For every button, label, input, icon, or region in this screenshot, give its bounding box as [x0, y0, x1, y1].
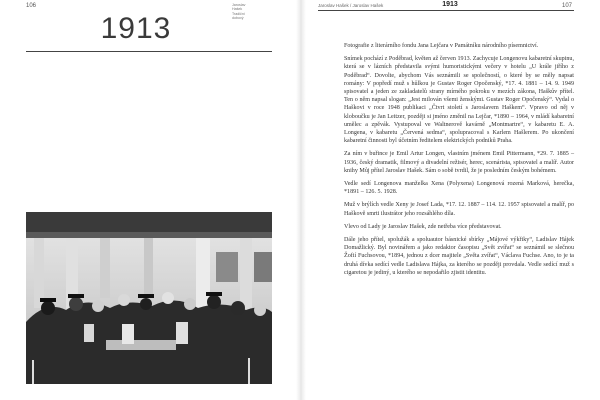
- left-page-number: 106: [26, 3, 37, 9]
- paragraph: Vedle sedí Longenova manželka Xena (Polyxena) Longenová rozená Marková, herečka, *1891 – 126. 5. 1928.: [344, 181, 574, 196]
- running-head: Jaroslav Hašek / Jaroslav Hašek: [318, 3, 384, 8]
- paragraph: Fotografie z literárního fondu Jana Lejčara v Památníku národního písemnictví.: [344, 43, 539, 49]
- paragraph: Za ním v buřince je Emil Artur Longen, vlastním jménem Emil Pittermann, *29. 7. 1885 – 1936, český dramatik, filmový a divadelní režisér, herec, scenárista, spisovatel a malíř. Autor knihy Můj přítel Jaroslav Hašek. Sám o sobě tvrdil, že je posledním českým bohémem.: [344, 151, 574, 174]
- paragraph: Snímek pochází z Poděbrad, květen až červen 1913. Zachycuje Longenovu kabaretní skupinu, která se v lázních představila svými humoristickými večery v hotelu „U krále jiřího z Poděbrad“. Dovolte, abychom Vás seznámili se společností, o které by se měly napsat romány: V popředí muž s hůlkou je Gustav Roger Opočenský, *17. 4. 1881 – 14. 9. 1949 spisovatel a jeden ze zakladatelů strany mírného pokroku v mezích zákona, Haškův přítel. Ten o něm napsal slogan: „Jest milován všemi ženskými. Gustav Roger Opočenský“. Vydal o Haškovi v roce 1948 publikaci „Čtvrt století s Jaroslavem Haškem“. Vpravo od něj v kloboučku je Jan Leitzer, později si jméno změnil na Lejčar, *1890 – 1964, v mládí kabaretní umělec a zpěvák. Vystupoval ve Waltnerově kavárně „Montmartre“, v kabaretu E. A. Longena, v kabaretu „Červená sedma“, spolupracoval s Karlem Hašlerem. Po ukončení kabaretní činnosti byl účetním ředitelem elektrických podniků Praha.: [344, 56, 574, 145]
- paragraph: Vlevo od Lady je Jaroslav Hašek, zde netřeba více představovat.: [344, 223, 502, 230]
- paragraph: Dále jeho přítel, spolužák a spoluautor básnické sbírky „Májové výkřiky“, Ladislav Hájek Domažlický. Byl novinářem a jako redaktor časopisu „Svět zvířat“ se seznámil se slečnou Žofií Fuchsovou, *1894, jednou z dcer majitele „Světa zvířat“, Václava Fuchse. Ano, to je ta druhá dívka sedící vedle Ladislava Hájka, za kterého se později provdala. Vedle sedící muž s cigaretou je jediný, u kterého se nepodařilo zjistit identitu.: [344, 237, 574, 276]
- book-gutter: [296, 0, 306, 400]
- corner-label-line: Tradiční: [232, 11, 245, 16]
- right-page-number: 107: [562, 3, 573, 9]
- corner-label-line: dobový: [232, 16, 244, 21]
- year-running-head: 1913: [442, 1, 458, 8]
- corner-label-line: Jaroslav: [232, 3, 246, 7]
- photo-illustration: [26, 212, 272, 384]
- year-heading: 1913: [100, 12, 172, 45]
- paragraph: Muž v brýlích vedle Xeny je Josef Lada, *17. 12. 1887 – 114. 12. 1957 spisovatel a malíř, po Haškově smrti ilustrátor jeho rozsáhlého díla.: [344, 202, 574, 217]
- body-text: [344, 42, 574, 282]
- historical-photo: [26, 212, 272, 384]
- header-rule: [318, 10, 574, 11]
- heading-rule: [26, 51, 272, 52]
- corner-label-line: Hašek: [232, 7, 243, 12]
